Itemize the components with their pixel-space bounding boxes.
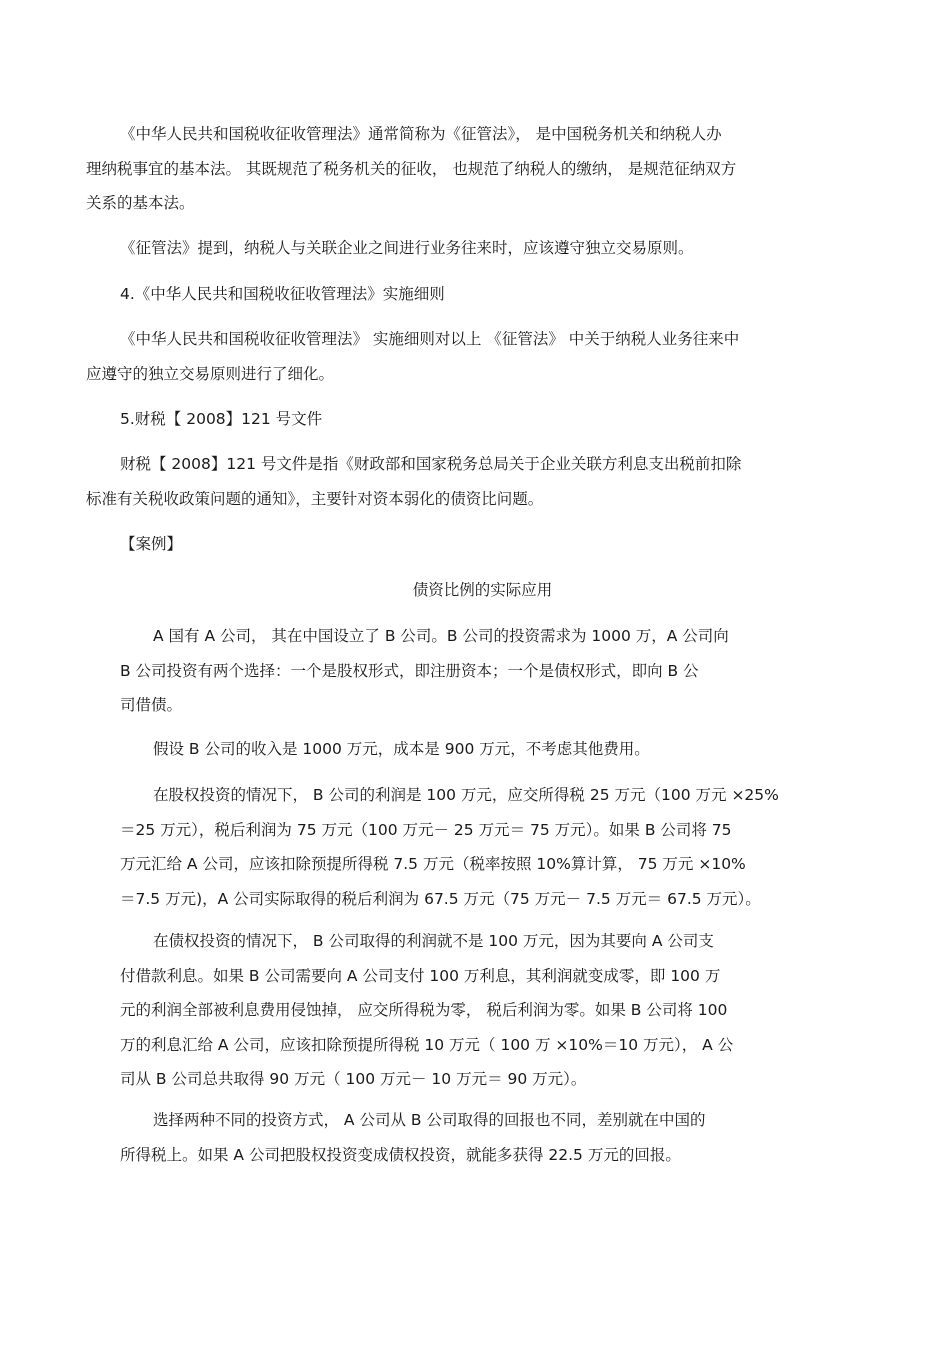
text-line: 财税【 2008】121 号文件是指《财政部和国家税务总局关于企业关联方利息支出税前扣除 bbox=[120, 455, 742, 473]
text-line: 关系的基本法。 bbox=[86, 194, 195, 212]
text-line: 所得税上。如果 A 公司把股权投资变成债权投资，就能多获得 22.5 万元的回报。 bbox=[120, 1145, 681, 1164]
text-line: 标准有关税收政策问题的通知》，主要针对资本弱化的债资比问题。 bbox=[86, 489, 544, 508]
text-line: 付借款利息。如果 B 公司需要向 A 公司支付 100 万利息，其利润就变成零，即 100 万 bbox=[120, 966, 721, 985]
case-title bbox=[0, 573, 950, 608]
paragraph-arm-length bbox=[120, 231, 694, 266]
case-paragraph-5 bbox=[120, 1103, 705, 1172]
text-line: 选择两种不同的投资方式， A 公司从 B 公司取得的回报也不同，差别就在中国的 bbox=[153, 1111, 706, 1129]
case-paragraph-3 bbox=[120, 778, 779, 916]
text-line: 司从 B 公司总共取得 90 万元（ 100 万元－ 10 万元＝ 90 万元）。 bbox=[120, 1070, 587, 1088]
text-line: 元的利润全部被利息费用侵蚀掉， 应交所得税为零， 税后利润为零。如果 B 公司将 100 bbox=[120, 1001, 728, 1019]
text-line: A 国有 A 公司， 其在中国设立了 B 公司。B 公司的投资需求为 1000 万，A 公司向 bbox=[153, 627, 729, 645]
case-label bbox=[120, 527, 182, 562]
section-heading-5 bbox=[120, 402, 322, 437]
case-paragraph-4 bbox=[120, 924, 733, 1097]
text-line: 【案例】 bbox=[120, 535, 183, 553]
paragraph-rules-detail bbox=[86, 322, 739, 391]
text-line: ＝7.5 万元)，A 公司实际取得的税后利润为 67.5 万元（75 万元－ 7.5 万元＝ 67.5 万元）。 bbox=[120, 889, 761, 908]
case-paragraph-1 bbox=[120, 619, 729, 723]
text-line: 《征管法》提到，纳税人与关联企业之间进行业务往来时，应该遵守独立交易原则。 bbox=[120, 239, 694, 257]
text-line: 应遵守的独立交易原则进行了细化。 bbox=[86, 364, 335, 383]
text-line: 债资比例的实际应用 bbox=[412, 581, 553, 599]
text-line: 5.财税【 2008】121 号文件 bbox=[120, 410, 323, 428]
text-line: 万的利息汇给 A 公司，应该扣除预提所得税 10 万元（ 100 万 ×10%＝10 万元）， A 公 bbox=[120, 1035, 734, 1054]
text-line: 假设 B 公司的收入是 1000 万元，成本是 900 万元，不考虑其他费用。 bbox=[153, 740, 650, 758]
paragraph-intro bbox=[86, 117, 736, 221]
text-line: 《中华人民共和国税收征收管理法》 实施细则对以上 《征管法》 中关于纳税人业务往来中 bbox=[120, 330, 740, 348]
text-line: 万元汇给 A 公司，应该扣除预提所得税 7.5 万元（税率按照 10%算计算， 75 万元 ×10% bbox=[120, 855, 746, 873]
text-line: 《中华人民共和国税收征收管理法》通常简称为《征管法》， 是中国税务机关和纳税人办 bbox=[120, 125, 722, 143]
text-line: 在债权投资的情况下， B 公司取得的利润就不是 100 万元，因为其要向 A 公司支 bbox=[153, 932, 714, 950]
paragraph-doc-121 bbox=[86, 447, 741, 516]
text-line: ＝25 万元），税后利润为 75 万元（100 万元－ 25 万元＝ 75 万元）。如果 B 公司将 75 bbox=[120, 820, 732, 839]
text-line: B 公司投资有两个选择：一个是股权形式，即注册资本；一个是债权形式，即向 B 公 bbox=[120, 661, 699, 680]
text-line: 4.《中华人民共和国税收征收管理法》实施细则 bbox=[120, 285, 445, 303]
case-paragraph-2 bbox=[153, 732, 650, 767]
text-line: 司借债。 bbox=[120, 696, 183, 714]
text-line: 在股权投资的情况下， B 公司的利润是 100 万元，应交所得税 25 万元（100 万元 ×25% bbox=[153, 786, 779, 804]
section-heading-4 bbox=[120, 277, 445, 312]
text-line: 理纳税事宜的基本法。 其既规范了税务机关的征收， 也规范了纳税人的缴纳， 是规范征纳双方 bbox=[86, 159, 737, 178]
